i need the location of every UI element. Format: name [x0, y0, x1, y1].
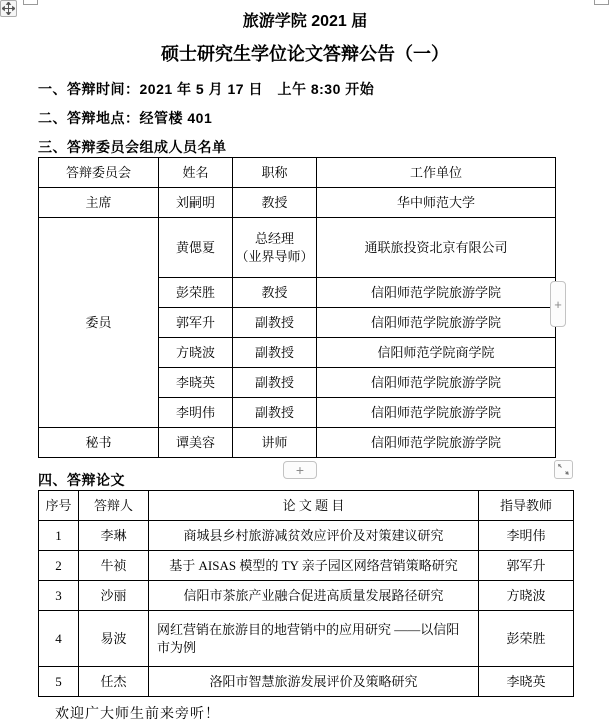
chair-org: 华中师范大学 [317, 188, 556, 218]
member-name: 李明伟 [159, 398, 233, 428]
thesis-advisor: 方晓波 [479, 581, 574, 611]
member-title-line1: 总经理 [254, 230, 294, 246]
member-name: 彭荣胜 [159, 278, 233, 308]
committee-header-title: 职称 [233, 158, 317, 188]
member-org: 信阳师范学院商学院 [317, 338, 556, 368]
insert-row-button[interactable]: + [283, 461, 317, 479]
member-title: 教授 [233, 278, 317, 308]
thesis-table [38, 490, 574, 697]
thesis-student: 易波 [79, 611, 149, 667]
thesis-student: 任杰 [79, 667, 149, 697]
table-row [39, 667, 574, 697]
thesis-advisor: 李明伟 [479, 521, 574, 551]
thesis-title: 洛阳市智慧旅游发展评价及策略研究 [149, 667, 479, 697]
member-name: 黄偲夏 [159, 218, 233, 278]
table-resize-handle[interactable] [554, 460, 573, 479]
table-row [39, 188, 556, 218]
thesis-title: 商城县乡村旅游减贫效应评价及对策建议研究 [149, 521, 479, 551]
chair-role: 主席 [39, 188, 159, 218]
secretary-title: 讲师 [233, 428, 317, 458]
member-name: 郭军升 [159, 308, 233, 338]
committee-table [38, 157, 556, 458]
insert-column-button[interactable]: + [550, 281, 566, 327]
resize-diagonal-icon [557, 463, 570, 476]
member-name: 李晓英 [159, 368, 233, 398]
document-title-line2: 硕士研究生学位论文答辩公告（一） [161, 44, 449, 64]
section-committee-heading: 三、答辩委员会组成人员名单 [38, 139, 227, 155]
member-title: 副教授 [233, 308, 317, 338]
thesis-title: 基于 AISAS 模型的 TY 亲子园区网络营销策略研究 [149, 551, 479, 581]
chair-title: 教授 [233, 188, 317, 218]
table-row [39, 521, 574, 551]
committee-header-role: 答辩委员会 [39, 158, 159, 188]
member-role-cell: 委员 [39, 218, 159, 428]
member-org: 信阳师范学院旅游学院 [317, 398, 556, 428]
member-title: 副教授 [233, 338, 317, 368]
thesis-title: 信阳市茶旅产业融合促进高质量发展路径研究 [149, 581, 479, 611]
committee-header-name: 姓名 [159, 158, 233, 188]
member-name: 方晓波 [159, 338, 233, 368]
table-row [39, 428, 556, 458]
thesis-no: 5 [39, 667, 79, 697]
member-title [233, 218, 317, 278]
thesis-title: 网红营销在旅游目的地营销中的应用研究 ——以信阳市为例 [149, 611, 479, 667]
member-title: 副教授 [233, 368, 317, 398]
thesis-no: 4 [39, 611, 79, 667]
thesis-header-title: 论 文 题 目 [149, 491, 479, 521]
secretary-role: 秘书 [39, 428, 159, 458]
thesis-header-advisor: 指导教师 [479, 491, 574, 521]
member-org: 信阳师范学院旅游学院 [317, 368, 556, 398]
thesis-no: 2 [39, 551, 79, 581]
thesis-advisor: 彭荣胜 [479, 611, 574, 667]
table-row [39, 581, 574, 611]
page-top-left-marker [23, 0, 38, 5]
committee-header-org: 工作单位 [317, 158, 556, 188]
table-row [39, 158, 556, 188]
secretary-name: 谭美容 [159, 428, 233, 458]
thesis-no: 3 [39, 581, 79, 611]
thesis-header-student: 答辩人 [79, 491, 149, 521]
thesis-advisor: 李晓英 [479, 667, 574, 697]
thesis-student: 沙丽 [79, 581, 149, 611]
section-time: 一、答辩时间：2021 年 5 月 17 日 上午 8:30 开始 [38, 81, 375, 97]
page-top-right-marker [594, 0, 609, 5]
thesis-no: 1 [39, 521, 79, 551]
table-row [39, 551, 574, 581]
member-org: 信阳师范学院旅游学院 [317, 308, 556, 338]
section-thesis-heading: 四、答辩论文 [38, 472, 125, 488]
thesis-student: 李琳 [79, 521, 149, 551]
member-org: 通联旅投资北京有限公司 [317, 218, 556, 278]
member-title: 副教授 [233, 398, 317, 428]
table-row [39, 611, 574, 667]
member-org: 信阳师范学院旅游学院 [317, 278, 556, 308]
secretary-org: 信阳师范学院旅游学院 [317, 428, 556, 458]
thesis-header-no: 序号 [39, 491, 79, 521]
table-row [39, 491, 574, 521]
thesis-student: 牛祯 [79, 551, 149, 581]
member-title-line2: （业界导师） [235, 248, 314, 264]
chair-name: 刘嗣明 [159, 188, 233, 218]
document-title-line1: 旅游学院 2021 届 [242, 13, 368, 30]
table-row [39, 218, 556, 278]
thesis-advisor: 郭军升 [479, 551, 574, 581]
closing-invitation: 欢迎广大师生前来旁听！ [55, 707, 220, 722]
section-location: 二、答辩地点：经管楼 401 [38, 110, 213, 126]
